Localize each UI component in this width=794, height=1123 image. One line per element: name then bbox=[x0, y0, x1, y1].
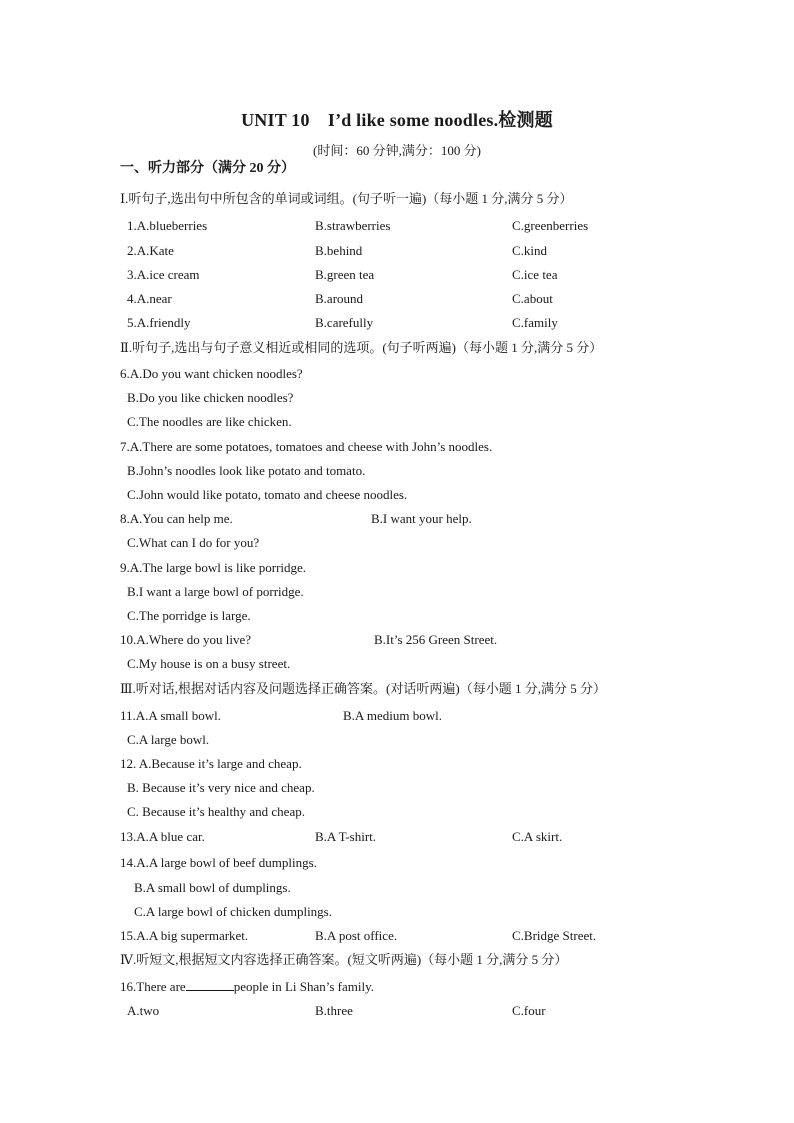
answer-blank[interactable] bbox=[186, 979, 234, 991]
option-14c: C.A large bowl of chicken dumplings. bbox=[134, 904, 332, 919]
option-7c: C.John would like potato, tomato and cheese noodles. bbox=[127, 487, 408, 502]
option-5a: 5.A.friendly bbox=[127, 315, 191, 330]
part1-instruction: Ⅰ.听句子,选出句中所包含的单词或词组。(句子听一遍)（每小题 1 分,满分 5 分） bbox=[120, 191, 573, 206]
option-9b: B.I want a large bowl of porridge. bbox=[127, 584, 304, 599]
option-8b: B.I want your help. bbox=[371, 511, 472, 526]
option-8a: 8.A.You can help me. bbox=[120, 511, 233, 526]
option-7b: B.John’s noodles look like potato and tomato. bbox=[127, 463, 366, 478]
question-16-stem-before: 16.There are bbox=[120, 979, 186, 994]
option-4c: C.about bbox=[512, 291, 553, 306]
option-4a: 4.A.near bbox=[127, 291, 172, 306]
option-6a: 6.A.Do you want chicken noodles? bbox=[120, 366, 303, 381]
option-14b: B.A small bowl of dumplings. bbox=[134, 880, 291, 895]
option-3c: C.ice tea bbox=[512, 267, 558, 282]
section-heading-listening: 一、听力部分（满分 20 分） bbox=[120, 161, 295, 176]
option-6c: C.The noodles are like chicken. bbox=[127, 414, 292, 429]
option-13c: C.A skirt. bbox=[512, 829, 563, 844]
option-12a: 12. A.Because it’s large and cheap. bbox=[120, 756, 302, 771]
option-9a: 9.A.The large bowl is like porridge. bbox=[120, 560, 307, 575]
option-16c: C.four bbox=[512, 1003, 546, 1018]
option-2c: C.kind bbox=[512, 243, 548, 258]
option-3b: B.green tea bbox=[315, 267, 375, 282]
option-5b: B.carefully bbox=[315, 315, 374, 330]
option-15c: C.Bridge Street. bbox=[512, 928, 597, 943]
option-15b: B.A post office. bbox=[315, 928, 398, 943]
option-11c: C.A large bowl. bbox=[127, 732, 210, 747]
option-15a: 15.A.A big supermarket. bbox=[120, 928, 249, 943]
option-16a: A.two bbox=[127, 1003, 160, 1018]
question-16-stem-after: people in Li Shan’s family. bbox=[233, 979, 375, 994]
page-subtitle: (时间：60 分钟,满分：100 分) bbox=[313, 143, 481, 158]
option-10a: 10.A.Where do you live? bbox=[120, 632, 252, 647]
option-11a: 11.A.A small bowl. bbox=[120, 708, 221, 723]
page-title: UNIT 10 I’d like some noodles.检测题 bbox=[241, 110, 553, 130]
option-13b: B.A T-shirt. bbox=[315, 829, 377, 844]
question-16-stem bbox=[120, 979, 374, 995]
option-6b: B.Do you like chicken noodles? bbox=[127, 390, 294, 405]
option-9c: C.The porridge is large. bbox=[127, 608, 251, 623]
option-7a: 7.A.There are some potatoes, tomatoes and cheese with John’s noodles. bbox=[120, 439, 493, 454]
part3-instruction: Ⅲ.听对话,根据对话内容及问题选择正确答案。(对话听两遍)（每小题 1 分,满分 5 分） bbox=[120, 681, 606, 696]
option-12c: C. Because it’s healthy and cheap. bbox=[127, 804, 305, 819]
option-8c: C.What can I do for you? bbox=[127, 535, 260, 550]
option-4b: B.around bbox=[315, 291, 364, 306]
option-11b: B.A medium bowl. bbox=[343, 708, 442, 723]
option-2a: 2.A.Kate bbox=[127, 243, 174, 258]
option-2b: B.behind bbox=[315, 243, 363, 258]
part2-instruction: Ⅱ.听句子,选出与句子意义相近或相同的选项。(句子听两遍)（每小题 1 分,满分 5 分） bbox=[120, 340, 603, 355]
option-10b: B.It’s 256 Green Street. bbox=[374, 632, 498, 647]
option-10c: C.My house is on a busy street. bbox=[127, 656, 291, 671]
option-14a: 14.A.A large bowl of beef dumplings. bbox=[120, 855, 317, 870]
part4-instruction: Ⅳ.听短文,根据短文内容选择正确答案。(短文听两遍)（每小题 1 分,满分 5 分） bbox=[120, 952, 568, 967]
option-1b: B.strawberries bbox=[315, 218, 391, 233]
option-3a: 3.A.ice cream bbox=[127, 267, 200, 282]
option-12b: B. Because it’s very nice and cheap. bbox=[127, 780, 315, 795]
option-1c: C.greenberries bbox=[512, 218, 589, 233]
option-5c: C.family bbox=[512, 315, 558, 330]
option-13a: 13.A.A blue car. bbox=[120, 829, 205, 844]
option-1a: 1.A.blueberries bbox=[127, 218, 208, 233]
option-16b: B.three bbox=[315, 1003, 353, 1018]
